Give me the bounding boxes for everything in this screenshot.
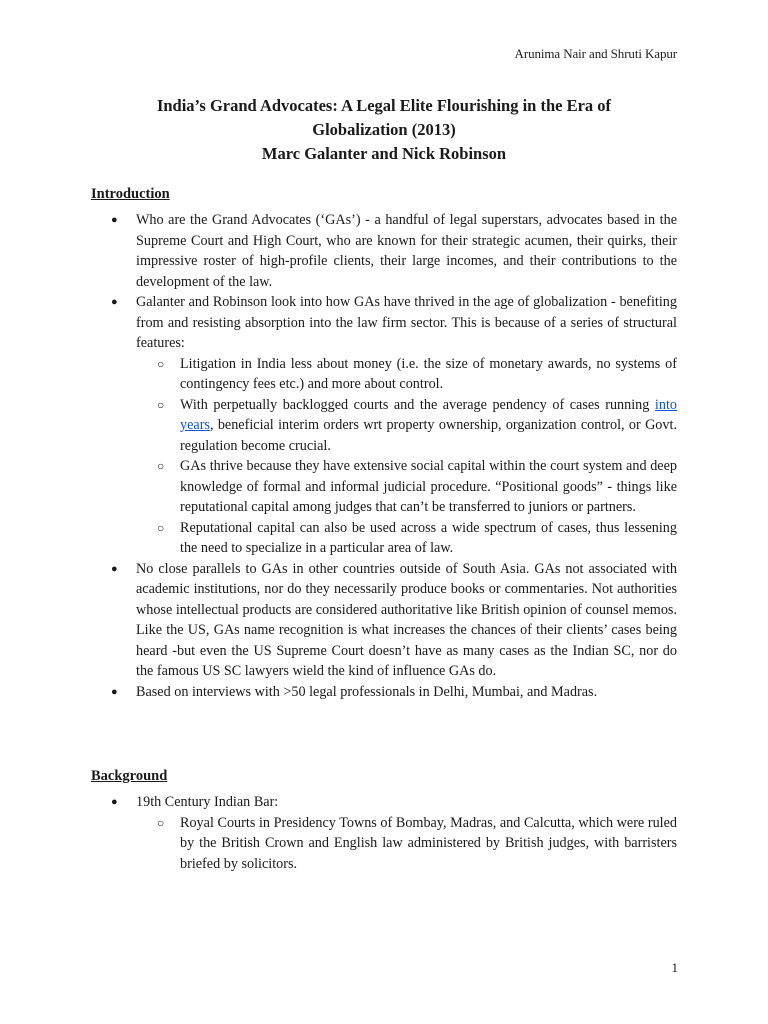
list-item-text: Galanter and Robinson look into how GAs have thrived in the age of globalization - benefiting from and resisting absorption into the law firm sector. This is because of a series of structural features: <box>136 294 677 351</box>
list-item-text: No close parallels to GAs in other countries outside of South Asia. GAs not associated with academic institutions, nor do they necessarily produce books or commentaries. Not authorities whose intellectual products are considered authoritative like British opinion of counsel memos. Like the US, GAs name recognition is what increases the chances of their clients’ cases being heard -but even the US Supreme Court doesn’t have as many cases as the Indian SC, nor do the famous US SC lawyers wield the kind of influence GAs do. <box>136 560 677 679</box>
circle-bullet-icon: ○ <box>157 459 165 473</box>
introduction-heading: Introduction <box>91 186 170 202</box>
circle-bullet-icon: ○ <box>157 356 165 371</box>
circle-bullet-icon: ○ <box>157 397 165 412</box>
into-years-link[interactable]: into years <box>180 396 677 433</box>
list-item <box>91 210 677 292</box>
title-line-1: India’s Grand Advocates: A Legal Elite Flourishing in the Era of <box>156 96 612 115</box>
circle-bullet-icon: ○ <box>157 815 165 830</box>
list-item <box>91 292 677 559</box>
title-block <box>0 94 768 166</box>
list-item-text: 19th Century Indian Bar: <box>136 794 279 810</box>
sub-list-item <box>136 456 677 518</box>
background-list <box>91 792 677 874</box>
title-line-2: Globalization (2013) <box>312 120 456 139</box>
sub-list-item-text: Royal Courts in Presidency Towns of Bombay, Madras, and Calcutta, which were ruled by the British Crown and English law administered by British judges, with barristers briefed by solicitors. <box>180 814 677 872</box>
sub-list-item <box>136 813 677 875</box>
sub-list-item-text-after-link: , beneficial interim orders wrt property ownership, organization control, or Govt. regulation become crucial. <box>180 417 677 454</box>
bullet-icon: ● <box>111 685 118 698</box>
bullet-icon: ● <box>111 214 118 226</box>
sub-list <box>136 813 677 875</box>
bullet-icon: ● <box>111 796 118 808</box>
list-item <box>91 792 677 874</box>
header-authors: Arunima Nair and Shruti Kapur <box>514 46 677 61</box>
page-number: 1 <box>671 960 678 975</box>
introduction-list <box>91 210 677 702</box>
sub-list-item-text: GAs thrive because they have extensive social capital within the court system and deep knowledge of formal and informal judicial procedure. “Positional goods” - things like reputational capital among judges that can’t be transferred to juniors or partners. <box>180 458 677 515</box>
list-item <box>91 559 677 682</box>
list-item <box>91 682 677 703</box>
list-item-text: Who are the Grand Advocates (‘GAs’) - a handful of legal superstars, advocates based in the Supreme Court and High Court, who are known for their strategic acumen, their quirks, their impressive roster of high-profile clients, their large incomes, and their contributions to the development of the law. <box>136 212 677 290</box>
bullet-icon: ● <box>111 562 118 575</box>
title-authors: Marc Galanter and Nick Robinson <box>261 144 507 163</box>
sub-list-item-text: Reputational capital can also be used across a wide spectrum of cases, thus lessening the need to specialize in a particular area of law. <box>180 519 677 556</box>
sub-list <box>136 354 677 559</box>
bullet-icon: ● <box>111 296 118 308</box>
sub-list-item <box>136 354 677 395</box>
sub-list-item-text: Litigation in India less about money (i.e. the size of monetary awards, no systems of contingency fees etc.) and more about control. <box>180 355 677 392</box>
sub-list-item-text-before-link: With perpetually backlogged courts and the average pendency of cases running <box>180 396 655 413</box>
circle-bullet-icon: ○ <box>157 520 165 535</box>
background-heading: Background <box>91 768 168 784</box>
sub-list-item <box>136 518 677 559</box>
list-item-text: Based on interviews with >50 legal professionals in Delhi, Mumbai, and Madras. <box>136 683 598 700</box>
sub-list-item <box>136 395 677 457</box>
